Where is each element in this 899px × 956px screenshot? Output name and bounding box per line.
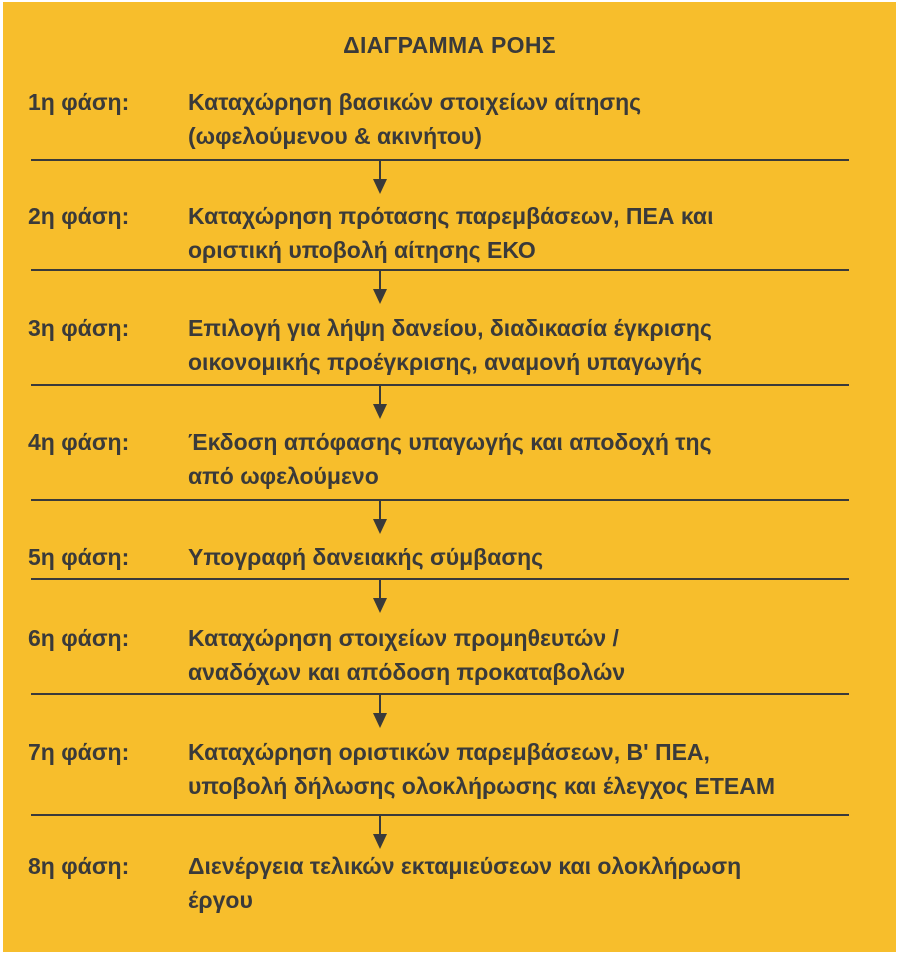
flow-diagram: [3, 2, 896, 952]
down-arrow-icon: [372, 386, 388, 420]
down-arrow-icon: [372, 271, 388, 305]
divider: [31, 384, 849, 386]
phase-description: [188, 199, 888, 267]
divider: [31, 814, 849, 816]
divider: [31, 578, 849, 580]
down-arrow-icon: [372, 161, 388, 195]
phase-line: Διενέργεια τελικών εκταμιεύσεων και ολοκλήρωση: [188, 853, 742, 879]
phase-line: Καταχώρηση πρότασης παρεμβάσεων, ΠΕΑ και: [188, 203, 714, 229]
phase-label: 8η φάση:: [28, 853, 130, 879]
phase-label: 2η φάση:: [28, 203, 130, 229]
down-arrow-icon: [372, 816, 388, 850]
diagram-title: ΔΙΑΓΡΑΜΜΑ ΡΟΗΣ: [343, 32, 556, 58]
divider: [31, 499, 849, 501]
phase-line: Έκδοση απόφασης υπαγωγής και αποδοχή της: [188, 429, 712, 455]
phase-line: αναδόχων και απόδοση προκαταβολών: [188, 659, 626, 685]
phase-description: [188, 311, 888, 379]
phase-label: 6η φάση:: [28, 625, 130, 651]
phase-line: υποβολή δήλωσης ολοκλήρωσης και έλεγχος ΕΤΕΑΜ: [188, 773, 776, 799]
down-arrow-icon: [372, 695, 388, 729]
phase-description: [188, 735, 888, 803]
phase-line: οικονομικής προέγκρισης, αναμονή υπαγωγής: [188, 349, 703, 375]
phase-line: Καταχώρηση στοιχείων προμηθευτών /: [188, 625, 619, 651]
divider: [31, 159, 849, 161]
phase-line: Καταχώρηση οριστικών παρεμβάσεων, Β' ΠΕΑ,: [188, 739, 710, 765]
phase-description: [188, 425, 888, 493]
divider: [31, 693, 849, 695]
phase-description: [188, 849, 888, 917]
phase-description: [188, 540, 888, 574]
phase-line: Υπογραφή δανειακής σύμβασης: [188, 544, 544, 570]
phase-label: 1η φάση:: [28, 89, 130, 115]
phase-line: από ωφελούμενο: [188, 463, 379, 489]
phase-line: οριστική υποβολή αίτησης ΕΚΟ: [188, 237, 536, 263]
phase-label: 4η φάση:: [28, 429, 130, 455]
phase-label: 7η φάση:: [28, 739, 130, 765]
phase-description: [188, 85, 888, 153]
phase-label: 3η φάση:: [28, 315, 130, 341]
phase-description: [188, 621, 888, 689]
down-arrow-icon: [372, 501, 388, 535]
phase-line: Καταχώρηση βασικών στοιχείων αίτησης: [188, 89, 642, 115]
phase-label: 5η φάση:: [28, 544, 130, 570]
phase-line: Επιλογή για λήψη δανείου, διαδικασία έγκρισης: [188, 315, 712, 341]
down-arrow-icon: [372, 580, 388, 614]
divider: [31, 269, 849, 271]
phase-line: έργου: [188, 887, 253, 913]
phase-line: (ωφελούμενου & ακινήτου): [188, 123, 482, 149]
